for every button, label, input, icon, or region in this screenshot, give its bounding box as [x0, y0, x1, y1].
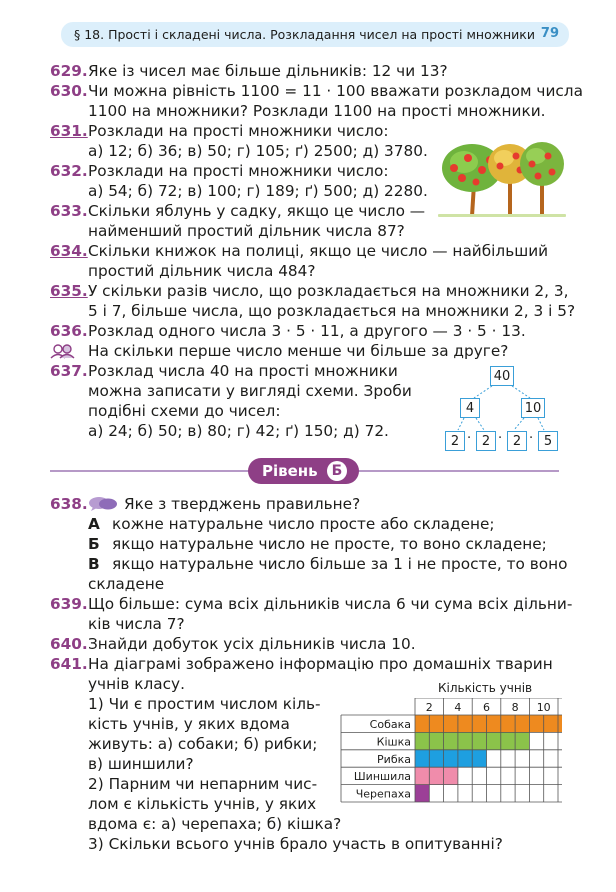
scheme-node-left: 4	[460, 398, 480, 418]
task-text: а) 12; б) 36; в) 50; г) 105; ґ) 2500; д) 3780.	[88, 142, 428, 160]
option-letter: Б	[88, 535, 100, 553]
task-number: 631.	[50, 122, 88, 140]
option-letter: В	[88, 555, 100, 573]
task-text: найменший простий дільник числа 87?	[88, 222, 405, 240]
option-text: якщо натуральне число більше за 1 і не просте, то воно	[112, 555, 568, 573]
level-letter: Б	[327, 461, 347, 481]
bar-Рибка	[415, 750, 487, 767]
task-number: 641.	[50, 655, 88, 673]
question-line: 2) Парним чи непарним чис-	[88, 775, 318, 793]
chapter-header	[61, 22, 569, 47]
task-text: У скільки разів число, що розкладається на множники 2, 3,	[88, 282, 569, 300]
task-number: 634.	[50, 242, 88, 260]
level-label: Рівень	[262, 462, 318, 480]
task-number: 633.	[50, 202, 88, 220]
task-number: 636.	[50, 322, 88, 340]
task-text: На діаграмі зображено інформацію про домашніх тварин	[88, 655, 553, 673]
tick-label: 6	[483, 701, 490, 714]
scheme-leaf: 2	[445, 431, 465, 451]
page-number: 79	[540, 26, 559, 41]
task-text: а) 54; б) 72; в) 100; г) 189; ґ) 500; д) 2280.	[88, 182, 428, 200]
level-badge	[248, 458, 359, 484]
question-line: лом є кількість учнів, у яких	[88, 795, 317, 813]
discussion-icon	[88, 496, 118, 512]
task-number: 635.	[50, 282, 88, 300]
apple-tree-icon	[520, 142, 564, 216]
task-text: Скільки яблунь у садку, якщо це число —	[88, 202, 426, 220]
scheme-leaf: 2	[476, 431, 496, 451]
task-number: 637.	[50, 362, 88, 380]
task-text: Чи можна рівність 1100 = 11 · 100 вважати розкладом числа	[88, 82, 583, 100]
scheme-root: 40	[490, 366, 514, 386]
question-line: вдома є: а) черепаха; б) кішка?	[88, 815, 342, 833]
scheme-node-right: 10	[521, 398, 545, 418]
task-text: подібні схеми до чисел:	[88, 402, 281, 420]
scheme-dot: ·	[529, 431, 534, 446]
task-text: Розклад числа 40 на прості множники	[88, 362, 398, 380]
task-text: Скільки книжок на полиці, якщо це число — найбільший	[88, 242, 549, 260]
task-text: Розклади на прості множники число:	[88, 122, 389, 140]
pair-work-icon	[48, 343, 78, 359]
option-text: якщо натуральне число не просте, то воно складене;	[112, 535, 547, 553]
option-text: складене	[88, 575, 165, 593]
tick-label: 4	[454, 701, 462, 714]
task-text: учнів класу.	[88, 675, 185, 693]
task-text: Що більше: сума всіх дільників числа 6 чи сума всіх дільни-	[88, 595, 573, 613]
task-text: Знайди добуток усіх дільників числа 10.	[88, 635, 416, 653]
chapter-title: § 18. Прості і складені числа. Розкладання чисел на прості множники	[74, 27, 535, 42]
category-label: Собака	[369, 718, 411, 731]
task-number: 640.	[50, 635, 88, 653]
task-number: 632.	[50, 162, 88, 180]
task-text: На скільки перше число менше чи більше за друге?	[88, 342, 509, 360]
apple-trees-illustration	[438, 138, 566, 218]
task-number: 629.	[50, 62, 88, 80]
task-text: ків числа 7?	[88, 615, 185, 633]
question-line: 1) Чи є простим числом кіль-	[88, 695, 321, 713]
scheme-leaf: 2	[507, 431, 527, 451]
task-text: Яке із чисел має більше дільників: 12 чи 13?	[88, 62, 448, 80]
question-line: кість учнів, у яких вдома	[88, 715, 290, 733]
task-number: 638.	[50, 495, 88, 513]
task-text: а) 24; б) 50; в) 80; г) 42; ґ) 150; д) 72.	[88, 422, 389, 440]
bar-Черепаха	[415, 785, 429, 802]
task-text: Яке з тверджень правильне?	[124, 495, 361, 513]
chart-title: Кількість учнів	[438, 681, 533, 695]
pets-bar-chart	[340, 698, 562, 806]
category-label: Рибка	[377, 752, 411, 766]
category-label: Шиншила	[353, 770, 411, 784]
question-line: 3) Скільки всього учнів брало участь в опитуванні?	[88, 835, 503, 853]
task-text: простий дільник числа 484?	[88, 262, 316, 280]
question-line: в) шиншили?	[88, 755, 194, 773]
task-text: можна записати у вигляді схеми. Зроби	[88, 382, 412, 400]
tick-label: 8	[511, 701, 519, 714]
task-text: 1100 на множники? Розклади 1100 на прості множники.	[88, 102, 546, 120]
option-text: кожне натуральне число просте або складене;	[112, 515, 495, 533]
bar-Собака	[415, 715, 562, 732]
bar-Шиншила	[415, 767, 458, 784]
task-number: 639.	[50, 595, 88, 613]
tick-label: 10	[536, 701, 551, 714]
option-letter: А	[88, 515, 100, 533]
task-number: 630.	[50, 82, 88, 100]
task-text: 5 і 7, більше числа, що розкладається на множники 2, 3 і 5?	[88, 302, 576, 320]
scheme-leaf: 5	[538, 431, 558, 451]
task-text: Розклади на прості множники число:	[88, 162, 389, 180]
category-label: Кішка	[376, 735, 411, 749]
task-text: Розклад одного числа 3 · 5 · 11, а другого — 3 · 5 · 13.	[88, 322, 526, 340]
scheme-dot: ·	[467, 431, 472, 446]
question-line: живуть: а) собаки; б) рибки;	[88, 735, 318, 753]
scheme-dot: ·	[498, 431, 503, 446]
category-label: Черепаха	[355, 787, 411, 801]
tick-label: 2	[425, 701, 433, 714]
